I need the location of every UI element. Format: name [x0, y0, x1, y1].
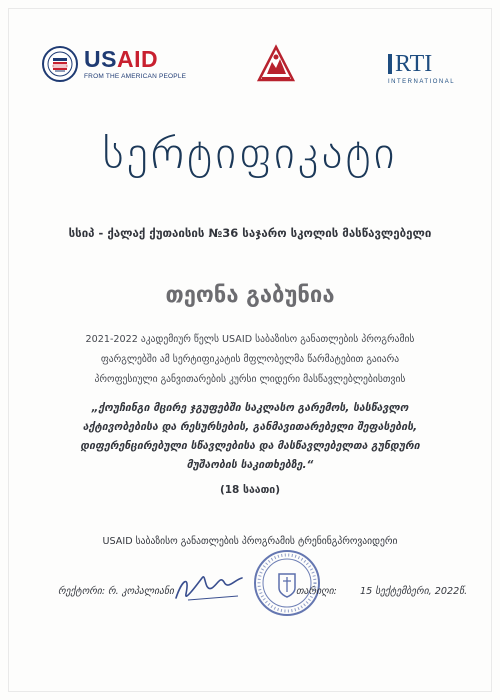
- course-hours: (18 საათი): [219, 484, 281, 496]
- course-line: აქტივობებისა და რესურსების, განმავითარებელი შეფასების,: [82, 421, 418, 433]
- intro-text: [60, 330, 440, 390]
- official-stamp-icon: [252, 548, 322, 622]
- usaid-logo: [42, 46, 186, 82]
- intro-line: ფარგლებში ამ სერტიფიკატის მფლობელმა წარმატებით გაიარა: [100, 354, 400, 365]
- recipient-name: თეონა გაბუნია: [165, 283, 335, 308]
- partner-logo-icon: [256, 44, 296, 88]
- recipient-position: სსიპ - ქალაქ ქუთაისის №36 საჯარო სკოლის მასწავლებელი: [68, 226, 432, 240]
- course-line: დიფერენცირებული სწავლებისა და მასწავლებელთა გუნდური: [80, 440, 420, 452]
- usaid-tagline: FROM THE AMERICAN PEOPLE: [84, 72, 187, 80]
- certificate-title: სერტიფიკატი: [102, 128, 398, 179]
- course-line: მუშაობის საკითხებზე.“: [186, 459, 314, 471]
- program-name: USAID საბაზისო განათლების პროგრამის ტრენინგპროვაიდერი: [102, 536, 398, 547]
- rti-logo: [388, 52, 455, 85]
- course-line: „ქოუჩინგი მცირე ჯგუფებში საკლასო გარემოს, სასწავლო: [91, 402, 409, 414]
- usaid-logo-aid: AID: [116, 45, 159, 72]
- signature-icon: [168, 560, 258, 614]
- rti-mark-icon: [388, 54, 392, 74]
- rector-name: რ. კოპალიანი: [108, 586, 174, 597]
- issue-date: 15 სექტემბერი, 2022წ.: [360, 586, 468, 597]
- rector-label: რექტორი:: [58, 586, 106, 597]
- intro-line: პროფესიული განვითარების კურსი ლიდერი მასწავლებლებისთვის: [94, 374, 406, 385]
- course-title: [40, 399, 460, 475]
- rti-tagline: INTERNATIONAL: [388, 79, 456, 85]
- logo-row: [0, 44, 500, 94]
- date-label: თარიღი:: [296, 586, 337, 597]
- rti-logo-text: RTI: [395, 51, 433, 77]
- usaid-logo-us: US: [84, 45, 117, 72]
- intro-line: 2021-2022 აკადემიურ წელს USAID საბაზისო განათლების პროგრამის: [85, 334, 415, 345]
- usaid-seal-icon: [42, 46, 78, 82]
